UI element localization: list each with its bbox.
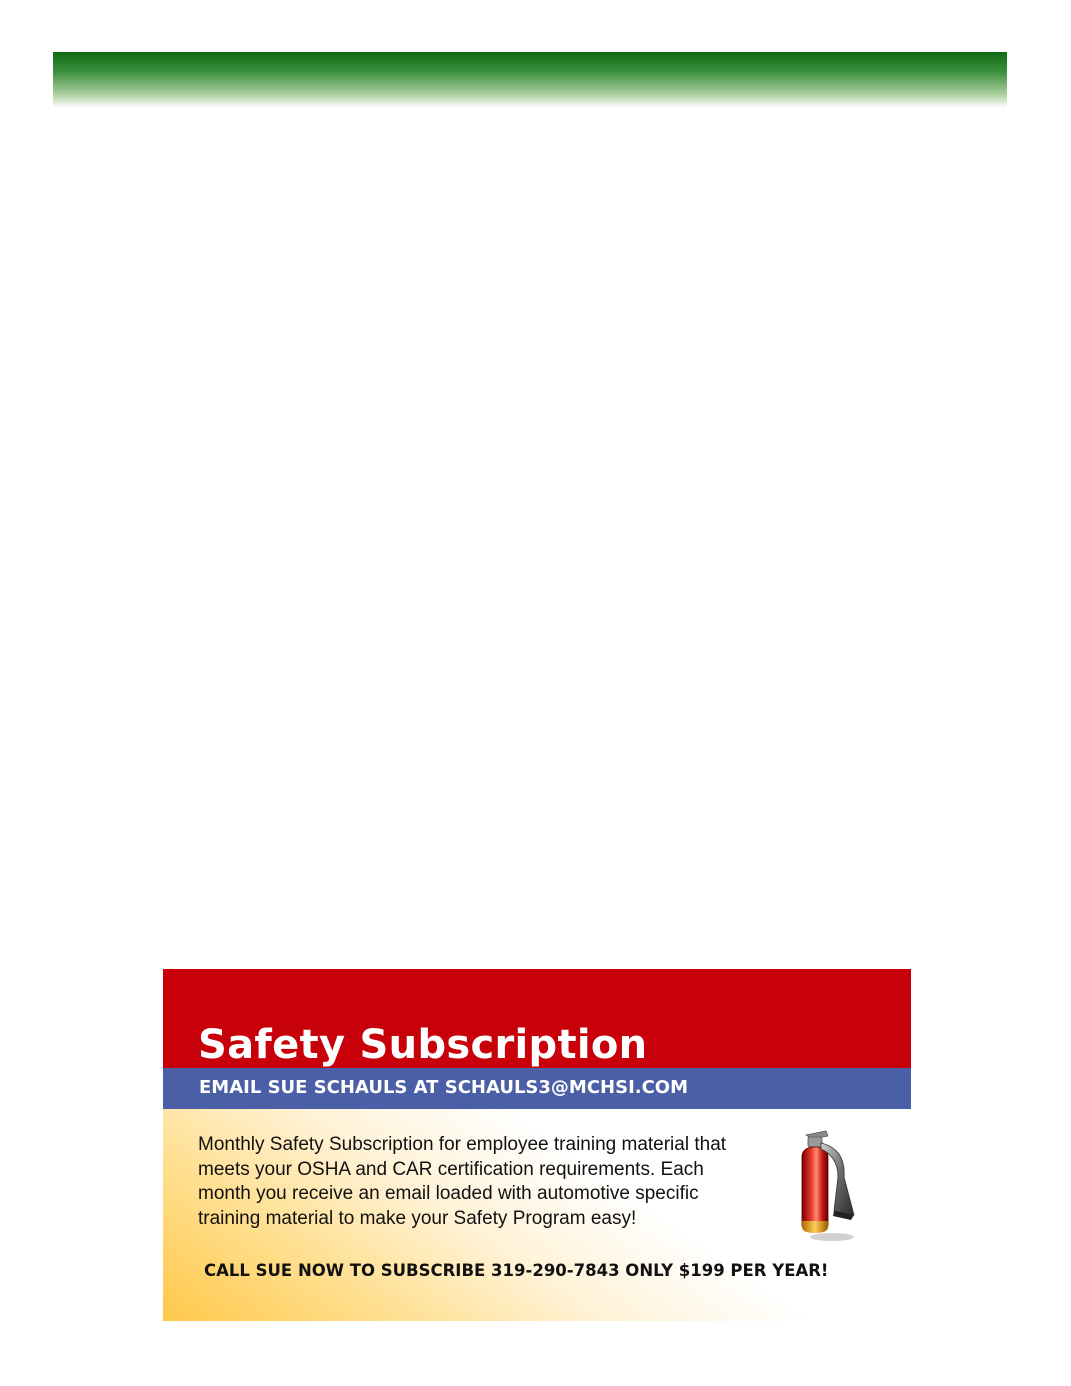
ad-body (163, 1109, 911, 1321)
ad-description: Monthly Safety Subscription for employee training material that meets your OSHA and CAR certification requirements. Each month you receive an email loaded with automotive specific training material to make your Safety Program easy! (198, 1134, 727, 1229)
ad-email-band (163, 1068, 911, 1109)
fire-extinguisher-icon (788, 1129, 868, 1244)
header-gradient-bar (53, 52, 1007, 108)
safety-subscription-ad (163, 969, 911, 1321)
ad-call-to-action: CALL SUE NOW TO SUBSCRIBE 319-290-7843 ONLY $199 PER YEAR! (204, 1261, 829, 1280)
ad-email-line: EMAIL SUE SCHAULS AT SCHAULS3@MCHSI.COM (199, 1077, 689, 1098)
ad-title-band (163, 969, 911, 1068)
ad-title: Safety Subscription (198, 1022, 648, 1068)
